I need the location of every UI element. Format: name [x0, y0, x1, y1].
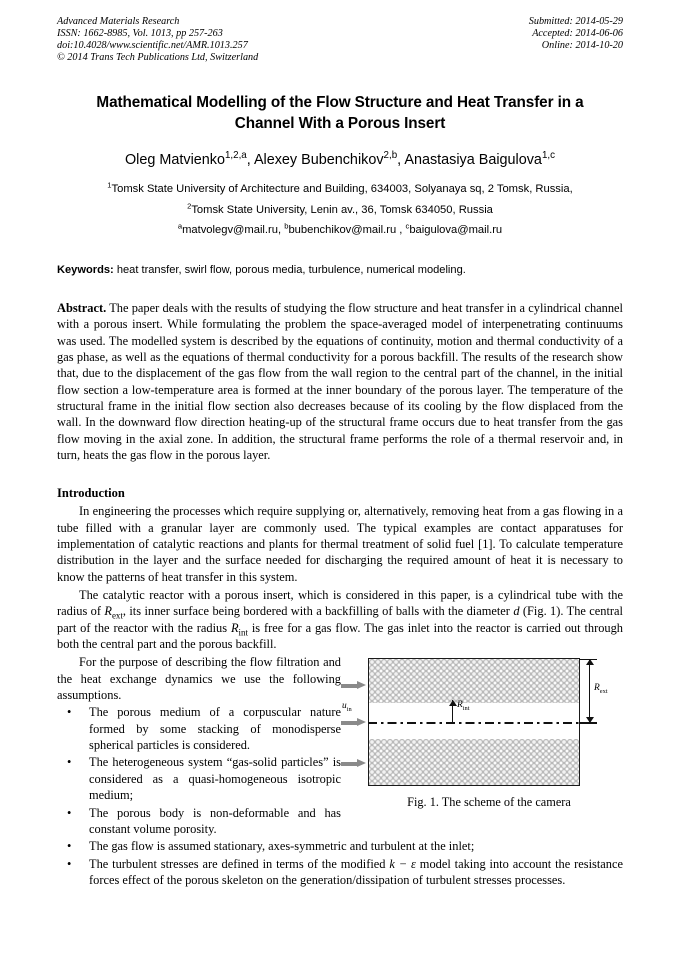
- author-sup-1: 1,2,a: [224, 150, 247, 162]
- affiliation-text-1: Tomsk State University of Architecture and Building, 634003, Solyanaya sq, 2 Tomsk, Russia,: [111, 183, 573, 196]
- label-r-int-sub: int: [462, 705, 470, 713]
- list-item: [57, 754, 623, 803]
- journal-info: [57, 16, 258, 64]
- journal-name: Advanced Materials Research: [57, 16, 180, 27]
- assumptions-list-last: [57, 856, 623, 889]
- author-name-1: Oleg Matvienko: [124, 152, 225, 169]
- intro-p2-part3: (Fig. 1). The central part of the reactor with the radius: [57, 604, 623, 635]
- masthead: [57, 16, 623, 64]
- porous-layer-top: [369, 659, 579, 703]
- label-r-int-base: R: [457, 700, 463, 711]
- intro-paragraph-1: In engineering the processes which require supplying or, alternatively, removing heat from a gas flowing in a tube filled with a granular layer are commonly used. The typical examples are contact apparatuses for implementation of catalytic reactions and plants for thermal treatment of solid fuel [1]. To calculate temperature distribution in the layer and the surface needed for discharging the required amount of heat it is necessary to know the patterns of heat transfer in this system.: [57, 504, 623, 584]
- list-item-text-part2: model taking into account the resistance forces effect of the porous skeleton on the generation/dissipation of turbulent stresses processes.: [89, 856, 623, 887]
- intro-p2-part1: The catalytic reactor with a porous insert, which is considered in this paper, is a cylindrical tube with the radius of: [57, 588, 623, 619]
- email-marker-a: a: [177, 221, 183, 231]
- author-name-2: Alexey Bubenchikov: [253, 152, 384, 169]
- email-c[interactable]: baigulova@mail.ru: [409, 224, 503, 237]
- label-u-in-base: u: [342, 701, 347, 712]
- bullet-icon: •: [67, 839, 72, 854]
- math-r-ext: [104, 604, 123, 621]
- list-item-text-part1: The turbulent stresses are defined in terms of the modified: [89, 856, 390, 871]
- intro-p2-part4: is free for a gas flow. The gas inlet into the reactor is carried out through both the central part and the porous backfill.: [57, 620, 623, 652]
- date-online: Online: 2014-10-20: [541, 40, 623, 52]
- date-submitted: Submitted: 2014-05-29: [528, 16, 623, 27]
- affiliation-marker-2: 2: [187, 201, 192, 211]
- figure-text-wrap: [57, 654, 623, 888]
- math-r-int-sub: int: [238, 627, 248, 638]
- label-u-in-sub: in: [346, 706, 352, 714]
- keywords-label: Keywords:: [57, 263, 114, 276]
- abstract-text: The paper deals with the results of studying the flow structure and heat transfer in a cylindrical channel with a porous insert. While formulating the problem the space-averaged model of interpenetrating continuums was used. The modelled system is described by the equations of continuity, motion and thermal conductivity of a gas phase, as well as the equations of thermal conductivity for a porous backfill. The results of the research show that, due to the displacement of the gas flow from the wall region to the central part of the channel, in the initial flow section a low-temperature area is formed at the inner boundary of the porous layer. The temperature of the structural frame in the initial flow section also decreases because of its cooling by the flow displaced from the wall. In the downward flow direction heating-up of the structural frame occurs due to heat transfer from the gas flow moving in the axial zone. In addition, the structural frame performs the role of a thermal reservoir and, in turn, heats the gas flow in the porous layer.: [57, 300, 623, 462]
- email-marker-b: b: [284, 221, 289, 231]
- list-item: [57, 838, 623, 854]
- label-r-ext-sub: ext: [599, 688, 608, 696]
- bullet-icon: •: [67, 755, 72, 770]
- affiliations: [57, 179, 623, 241]
- bullet-icon: •: [67, 805, 72, 820]
- list-item: [57, 856, 623, 889]
- figure-1-caption: Fig. 1. The scheme of the camera: [407, 795, 571, 810]
- keywords-line: [57, 263, 623, 277]
- list-item-text: The porous medium of a corpuscular nature formed by some stacking of monodisperse spherical particles is considered.: [89, 705, 341, 753]
- label-r-ext-base: R: [594, 683, 600, 694]
- inlet-arrow-icon-top: [341, 681, 368, 690]
- affiliation-marker-1: 1: [107, 180, 112, 190]
- journal-doi: doi:10.4028/www.scientific.net/AMR.1013.257: [57, 40, 248, 52]
- author-name-3: Anastasiya Baigulova: [404, 152, 542, 169]
- affiliation-1: [57, 179, 623, 200]
- intro-paragraph-2: [57, 587, 623, 652]
- email-a[interactable]: matvolegv@mail.ru,: [182, 224, 282, 237]
- affiliation-text-2: Tomsk State University, Lenin av., 36, Tomsk 634050, Russia: [191, 203, 493, 216]
- abstract-label: Abstract.: [57, 300, 107, 315]
- author-sup-3: 1,c: [541, 150, 556, 162]
- author-emails: [57, 220, 623, 241]
- email-marker-c: c: [405, 221, 410, 231]
- publication-dates: [529, 16, 623, 52]
- abstract-block: [57, 300, 623, 463]
- intro-p2-part2: , its inner surface being bordered with a backfilling of balls with the diameter: [122, 604, 514, 619]
- assumptions-list: [57, 704, 623, 854]
- intro-paragraph-3: For the purpose of describing the flow filtration and the heat exchange dynamics we use the following assumptions.: [57, 655, 341, 703]
- journal-copyright: © 2014 Trans Tech Publications Ltd, Switzerland: [57, 52, 259, 64]
- list-item-text: The heterogeneous system “gas-solid particles” is considered as a quasi-homogeneous isotropic medium;: [89, 755, 341, 803]
- math-r-ext-sub: ext: [111, 610, 123, 621]
- math-r-int-base: R: [230, 620, 239, 635]
- bullet-icon: •: [67, 856, 72, 871]
- label-r-ext: [594, 683, 608, 696]
- journal-issn: ISSN: 1662-8985, Vol. 1013, pp 257-263: [57, 28, 223, 40]
- section-heading-introduction: Introduction: [57, 486, 125, 501]
- math-r-int: [230, 620, 248, 638]
- list-item-text: The porous body is non-deformable and has constant volume porosity.: [89, 805, 341, 836]
- math-r-ext-base: R: [104, 604, 112, 619]
- list-item: [57, 704, 623, 753]
- author-sup-2: 2,b: [383, 150, 398, 162]
- page-content: [57, 16, 623, 888]
- author-list: Oleg Matvienko$^{1,2,a}$, Alexey Bubenchikov$^{2,b}$, Anastasiya Baigulova$^{1,c}$: [124, 150, 556, 169]
- paper-title: Mathematical Modelling of the Flow Structure and Heat Transfer in a Channel With a Porous Insert: [96, 94, 584, 133]
- bullet-icon: •: [67, 705, 72, 720]
- affiliation-2: [57, 200, 623, 221]
- math-k-epsilon: k − ε: [389, 856, 416, 871]
- email-b[interactable]: bubenchikov@mail.ru ,: [288, 224, 403, 237]
- keywords-text: heat transfer, swirl flow, porous media, turbulence, numerical modeling.: [116, 263, 466, 276]
- list-item: [57, 805, 623, 838]
- date-accepted: Accepted: 2014-06-06: [532, 28, 623, 40]
- math-d: d: [513, 604, 520, 619]
- list-item-text: The gas flow is assumed stationary, axes-symmetric and turbulent at the inlet;: [89, 839, 475, 854]
